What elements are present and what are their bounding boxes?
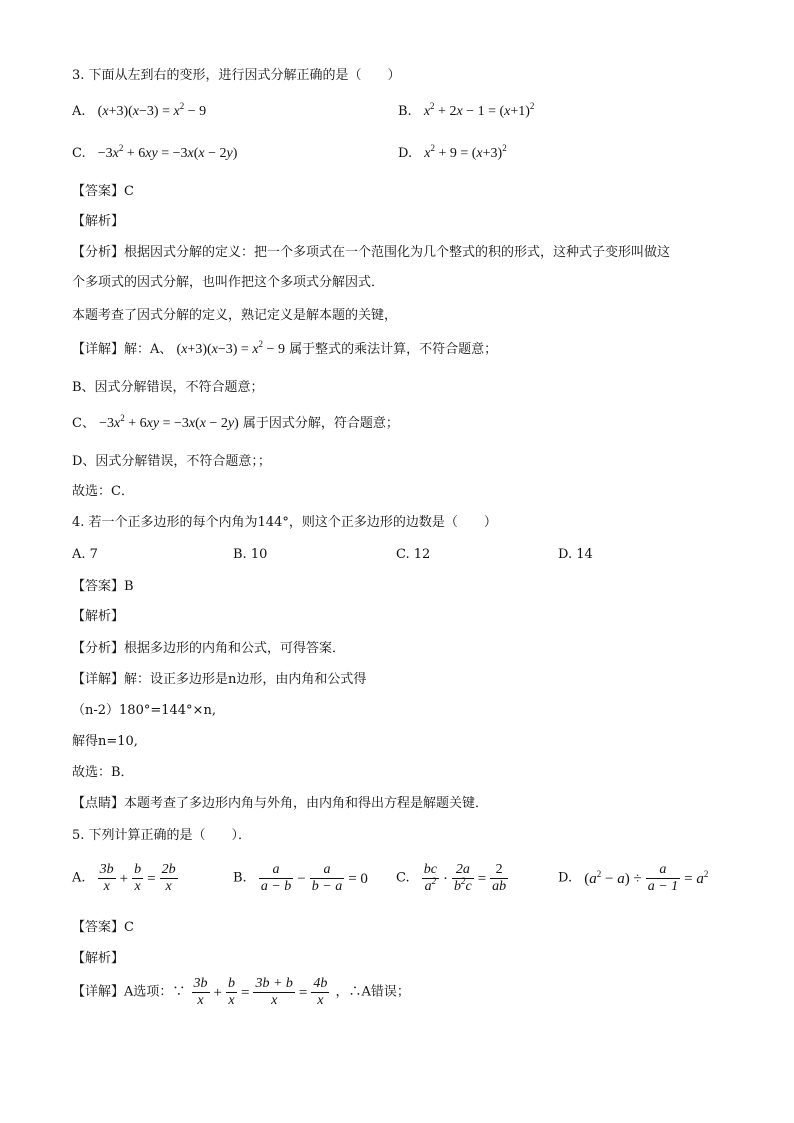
q5-stem: 5. 下列计算正确的是（ ）． [72, 828, 252, 843]
q3-detail-a-suffix: 属于整式的乘法计算，不符合题意； [289, 342, 498, 357]
q3-option-c-label: C. [72, 146, 86, 161]
q3-detail-a-math: $(x+3)(x-3) = x^2 - 9$ [176, 339, 285, 357]
q3-option-d [398, 144, 507, 164]
q3-detail-b: B、因式分解错误，不符合题意； [72, 380, 264, 395]
q4-choose: 故选：B． [72, 765, 134, 780]
q4-option-d: D. 14 [558, 547, 593, 562]
q4-detail: 【详解】解：设正多边形是n边形，由内角和公式得 [72, 672, 367, 687]
q3-option-c-math: $-3x^2 + 6xy = -3x(x - 2y)$ [97, 143, 238, 161]
q5-option-b-math: $\frac{a}{a - b}$ − $\frac{a}{b - a}$ = 0 [260, 862, 368, 894]
q5-option-c-math: $\frac{bc}{a^2}$ · $\frac{2a}{b^2c}$ = $\frac{2}{ab}$ [423, 862, 507, 894]
q5-jiexi: 【解析】 [72, 951, 125, 966]
q3-option-a [72, 102, 206, 122]
q3-detail-a [72, 340, 497, 360]
q3-stem: 3. 下面从左到右的变形，进行因式分解正确的是（ ） [72, 68, 401, 83]
q3-analysis-line2: 个多项式的因式分解，也叫作把这个多项式分解因式． [72, 275, 385, 290]
q4-analysis: 【分析】根据多边形的内角和公式，可得答案． [72, 641, 346, 656]
q5-option-d-math: $(a^2 - a)$ ÷ $\frac{a}{a - 1}$ = $a^2$ [584, 862, 709, 894]
q5-answer: 【答案】C [72, 920, 134, 935]
q3-option-b-label: B. [398, 104, 412, 119]
q3-detail-d: D、因式分解错误，不符合题意；； [72, 454, 271, 469]
q3-detail-c-math: $-3x^2 + 6xy = -3x(x - 2y)$ [99, 413, 239, 431]
q4-stem: 4. 若一个正多边形的每个内角为144°，则这个正多边形的边数是（ ） [72, 515, 497, 530]
q3-answer: 【答案】C [72, 184, 134, 199]
q4-answer: 【答案】B [72, 579, 134, 594]
q5-option-a [72, 862, 180, 895]
q3-option-a-math: $(x+3)(x-3) = x^2 - 9$ [97, 101, 207, 119]
q5-option-a-label: A. [72, 870, 86, 886]
q3-option-a-label: A. [72, 104, 86, 119]
q3-option-d-math: $x^2 + 9 = (x+3)^2$ [424, 143, 507, 161]
q5-option-c-label: C. [396, 870, 410, 886]
q4-jiexi: 【解析】 [72, 609, 125, 624]
q5-option-b-label: B. [233, 870, 247, 886]
q3-option-b-math: $x^2 + 2x - 1 = (x+1)^2$ [423, 101, 535, 119]
q5-option-a-math: $\frac{3b}{x}$ + $\frac{b}{x}$ = $\frac{2b}{x}$ [99, 862, 176, 894]
q5-detail-prefix: 【详解】A选项：∵ [72, 984, 186, 1000]
q4-comment: 【点睛】本题考查了多边形内角与外角，由内角和得出方程是解题关键． [72, 796, 489, 811]
q5-detail-math: $\frac{3b}{x}$ + $\frac{b}{x}$ = $\frac{3b + b}{x}$ = $\frac{4b}{x}$ [193, 976, 328, 1008]
q4-equation: （n-2）180°=144°×n, [72, 703, 216, 718]
q5-option-c [396, 862, 510, 895]
q3-detail-c-suffix: 属于因式分解，符合题意； [242, 416, 399, 431]
q5-detail-suffix: ，∴A错误； [335, 984, 410, 1000]
q3-detail-a-prefix: 【详解】解：A、 [72, 342, 173, 357]
q4-option-c: C. 12 [396, 547, 431, 562]
q5-detail [72, 976, 410, 1009]
q5-option-d-label: D. [558, 870, 573, 886]
q3-option-c [72, 144, 237, 164]
q4-solution: 解得n=10, [72, 734, 138, 749]
q5-option-b [233, 862, 370, 895]
q3-option-b [398, 102, 534, 122]
q3-detail-c [72, 414, 399, 434]
q3-detail-c-prefix: C、 [72, 416, 95, 431]
q4-option-a: A. 7 [72, 547, 98, 562]
q3-option-d-label: D. [398, 146, 413, 161]
q3-note: 本题考查了因式分解的定义，熟记定义是解本题的关键， [72, 308, 398, 323]
q4-option-b: B. 10 [233, 547, 268, 562]
q3-choose: 故选：C． [72, 484, 134, 499]
q3-analysis-line1: 【分析】根据因式分解的定义：把一个多项式在一个范围化为几个整式的积的形式，这种式子变形叫做这 [72, 245, 671, 260]
q3-jiexi: 【解析】 [72, 214, 125, 229]
q5-option-d [558, 862, 710, 895]
